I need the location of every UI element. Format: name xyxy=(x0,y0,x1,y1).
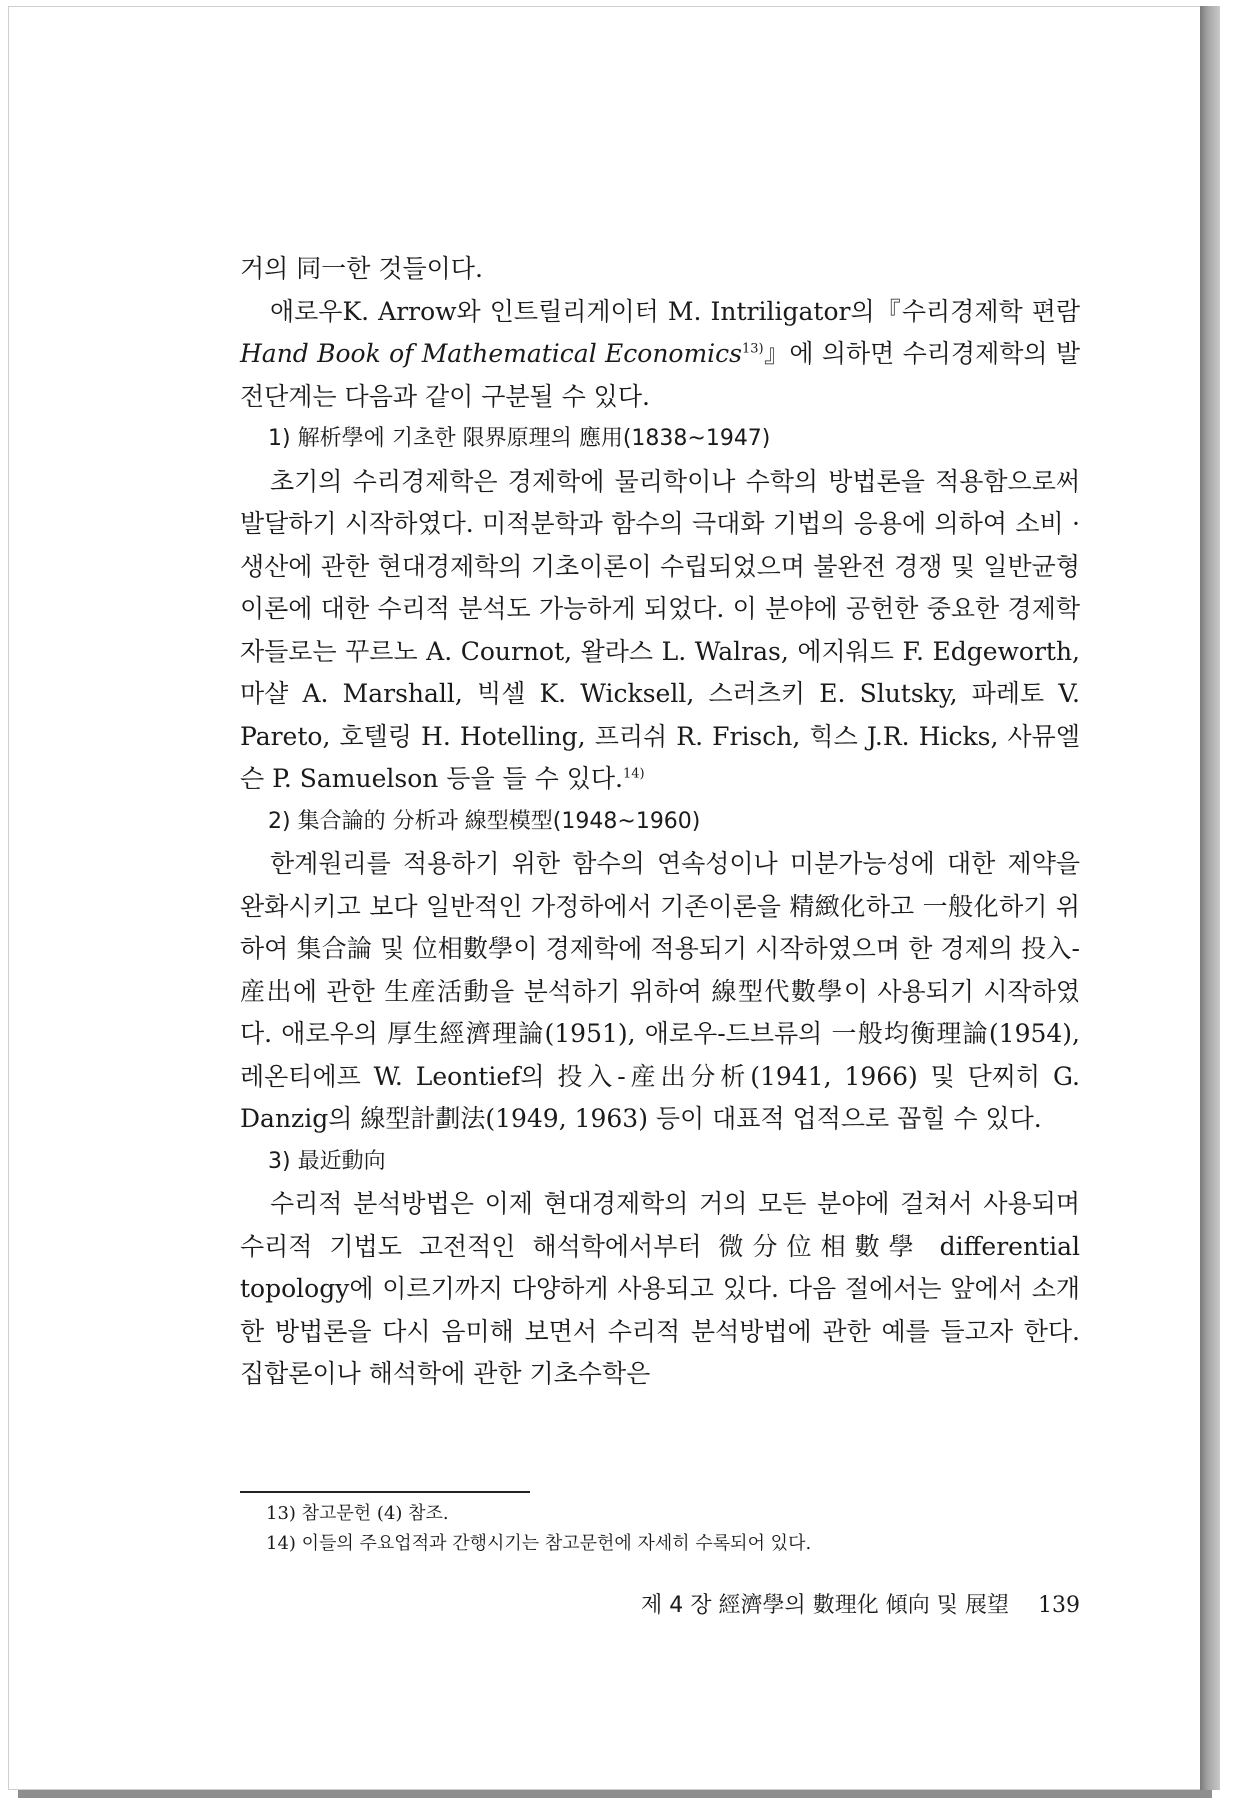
arrow-text-a: 애로우K. Arrow와 인트릴리게이터 M. Intriligator의『수리경제학 편람 xyxy=(270,296,1080,326)
footnotes xyxy=(240,1491,1080,1559)
page-edge-shadow xyxy=(1200,6,1220,1790)
footnote-14: 14) 이들의 주요업적과 간행시기는 참고문헌에 자세히 수록되어 있다. xyxy=(266,1533,812,1554)
page-number: 139 xyxy=(1038,1593,1080,1618)
chapter-label: 제 4 장 xyxy=(641,1593,712,1618)
section-heading-2: 2) 集合論的 分析과 線型模型(1948~1960) xyxy=(268,808,701,834)
chapter-title: 經濟學의 數理化 傾向 및 展望 xyxy=(718,1593,1009,1618)
paragraph-section-3: 수리적 분석방법은 이제 현대경제학의 거의 모든 분야에 걸쳐서 사용되며 수리적 기법도 고전적인 해석학에서부터 微分位相數學 differential topology에 이르기까지 다양하게 사용되고 있다. 다음 절에서는 앞에서 소개한 방법론을 다시 음미해 보면서 수리적 분석방법에 관한 예를 들고자 한다. 집합론이나 해석학에 관한 기초수학은 xyxy=(240,1189,1080,1388)
paragraph-intro-end: 거의 同一한 것들이다. xyxy=(240,254,483,283)
paragraph-arrow xyxy=(240,291,1080,419)
footnote-13: 13) 참고문헌 (4) 참조. xyxy=(266,1503,449,1524)
page-body xyxy=(240,248,1080,1396)
paragraph-section-1 xyxy=(240,461,1080,801)
footnote-ref-13: 13) xyxy=(742,341,764,357)
section-1-text: 초기의 수리경제학은 경제학에 물리학이나 수학의 방법론을 적용함으로써 발달하기 시작하였다. 미적분학과 함수의 극대화 기법의 응용에 의하여 소비 · 생산에 관한 현대경제학의 기초이론이 수립되었으며 불완전 경쟁 및 일반균형이론에 대한 수리적 분석도 가능하게 되었다. 이 분야에 공헌한 중요한 경제학자들로는 꾸르노 A. Cournot, 왈라스 L. Walras, 에지워드 F. Edgeworth, 마샬 A. Marshall, 빅셀 K. Wicksell, 스러츠키 E. Slutsky, 파레토 V. Pareto, 호텔링 H. Hotelling, 프리쉬 R. Frisch, 힉스 J.R. Hicks, 사뮤엘슨 P. Samuelson 등을 들 수 있다. xyxy=(240,466,1080,793)
paragraph-section-2: 한계원리를 적용하기 위한 함수의 연속성이나 미분가능성에 대한 제약을 완화시키고 보다 일반적인 가정하에서 기존이론을 精緻化하고 一般化하기 위하여 集合論 및 位相數學이 경제학에 적용되기 시작하였으며 한 경제의 投入-産出에 관한 生産活動을 분석하기 위하여 線型代數學이 사용되기 시작하였다. 애로우의 厚生經濟理論(1951), 애로우-드브류의 一般均衡理論(1954), 레온티에프 W. Leontief의 投入-産出分析(1941, 1966) 및 단찌히 G. Danzig의 線型計劃法(1949, 1963) 등이 대표적 업적으로 꼽힐 수 있다. xyxy=(240,849,1080,1133)
section-heading-3: 3) 最近動向 xyxy=(268,1148,386,1174)
footnote-divider xyxy=(240,1491,530,1493)
arrow-text-b: 』에 의하면 수리경제학의 발전단계는 다음과 같이 구분될 수 있다. xyxy=(240,339,1080,411)
running-footer xyxy=(560,1588,1080,1619)
section-heading-1: 1) 解析學에 기초한 限界原理의 應用(1838~1947) xyxy=(268,426,771,451)
book-title-italic: Hand Book of Mathematical Economics xyxy=(240,339,743,368)
footnote-ref-14: 14) xyxy=(623,766,645,782)
